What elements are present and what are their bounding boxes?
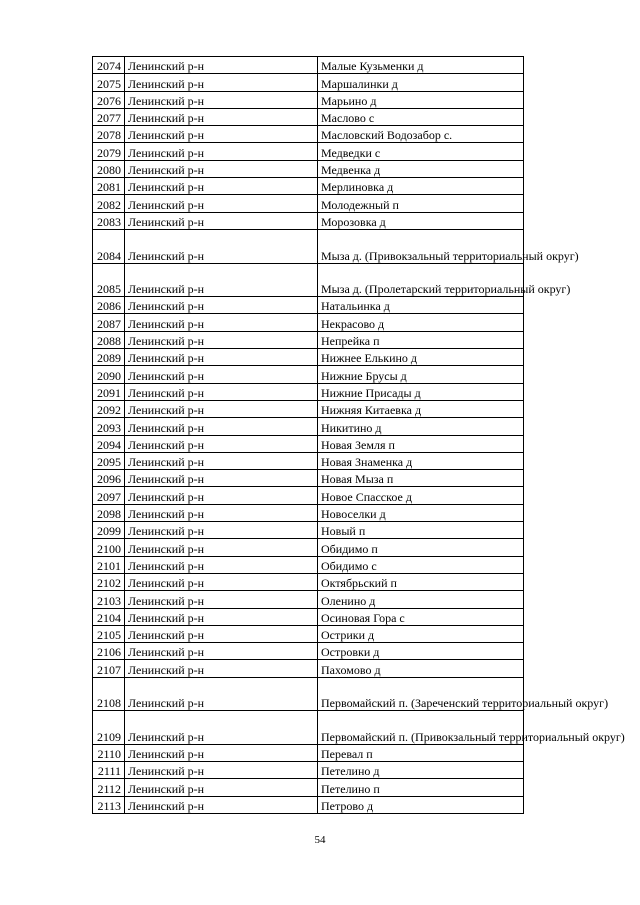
row-number: 2107 [93, 660, 125, 677]
table-row [93, 779, 524, 796]
table-row [93, 487, 524, 504]
settlement-name-cell: Петелино п [318, 779, 524, 796]
row-number: 2081 [93, 178, 125, 195]
settlement-name-cell: Натальинка д [318, 297, 524, 314]
row-number: 2079 [93, 143, 125, 160]
settlement-name-cell: Малые Кузьменки д [318, 57, 524, 74]
settlement-name-cell: Новоселки д [318, 504, 524, 521]
row-number: 2112 [93, 779, 125, 796]
table-row [93, 744, 524, 761]
settlement-name-cell: Новый п [318, 522, 524, 539]
table-row [93, 349, 524, 366]
row-number: 2077 [93, 108, 125, 125]
settlement-name-cell: Петрово д [318, 796, 524, 813]
table-row [93, 143, 524, 160]
table-row [93, 418, 524, 435]
settlement-name-cell: Молодежный п [318, 195, 524, 212]
settlement-name-cell: Новая Знаменка д [318, 452, 524, 469]
settlement-name-cell: Морозовка д [318, 212, 524, 229]
row-number: 2111 [93, 762, 125, 779]
district-cell: Ленинский р-н [125, 349, 318, 366]
row-number: 2082 [93, 195, 125, 212]
table-row [93, 126, 524, 143]
settlement-name-cell: Медвенка д [318, 160, 524, 177]
row-number: 2101 [93, 556, 125, 573]
row-number: 2076 [93, 91, 125, 108]
row-number: 2105 [93, 625, 125, 642]
settlement-name-cell: Масловский Водозабор с. [318, 126, 524, 143]
row-number: 2094 [93, 435, 125, 452]
settlement-name-cell: Новая Земля п [318, 435, 524, 452]
settlement-name-cell: Первомайский п. (Зареченский территориальный округ) [318, 677, 524, 711]
district-cell: Ленинский р-н [125, 591, 318, 608]
row-number: 2088 [93, 331, 125, 348]
district-cell: Ленинский р-н [125, 108, 318, 125]
district-cell: Ленинский р-н [125, 143, 318, 160]
table-row [93, 160, 524, 177]
settlement-name-cell: Медведки с [318, 143, 524, 160]
district-cell: Ленинский р-н [125, 744, 318, 761]
district-cell: Ленинский р-н [125, 487, 318, 504]
row-number: 2084 [93, 229, 125, 263]
district-cell: Ленинский р-н [125, 779, 318, 796]
table-row [93, 625, 524, 642]
row-number: 2097 [93, 487, 125, 504]
table-row [93, 366, 524, 383]
settlement-name-cell: Маслово с [318, 108, 524, 125]
row-number: 2078 [93, 126, 125, 143]
settlement-name-cell: Оленино д [318, 591, 524, 608]
row-number: 2098 [93, 504, 125, 521]
table-row [93, 660, 524, 677]
settlement-name-cell: Некрасово д [318, 314, 524, 331]
settlement-name-cell: Обидимо п [318, 539, 524, 556]
settlement-name-cell: Мыза д. (Пролетарский территориальный округ) [318, 263, 524, 297]
row-number: 2086 [93, 297, 125, 314]
row-number: 2087 [93, 314, 125, 331]
district-cell: Ленинский р-н [125, 711, 318, 745]
district-cell: Ленинский р-н [125, 297, 318, 314]
table-row [93, 91, 524, 108]
table-row [93, 522, 524, 539]
row-number: 2093 [93, 418, 125, 435]
table-row [93, 331, 524, 348]
district-cell: Ленинский р-н [125, 229, 318, 263]
district-cell: Ленинский р-н [125, 160, 318, 177]
district-cell: Ленинский р-н [125, 625, 318, 642]
row-number: 2091 [93, 383, 125, 400]
row-number: 2096 [93, 470, 125, 487]
district-cell: Ленинский р-н [125, 195, 318, 212]
district-cell: Ленинский р-н [125, 539, 318, 556]
table-row [93, 178, 524, 195]
row-number: 2075 [93, 74, 125, 91]
table-row [93, 229, 524, 263]
table-row [93, 711, 524, 745]
row-number: 2109 [93, 711, 125, 745]
row-number: 2085 [93, 263, 125, 297]
settlement-name-cell: Нижняя Китаевка д [318, 400, 524, 417]
row-number: 2080 [93, 160, 125, 177]
district-cell: Ленинский р-н [125, 91, 318, 108]
settlement-name-cell: Непрейка п [318, 331, 524, 348]
row-number: 2102 [93, 573, 125, 590]
settlement-name-cell: Острики д [318, 625, 524, 642]
table-row [93, 677, 524, 711]
table-row [93, 452, 524, 469]
row-number: 2108 [93, 677, 125, 711]
settlement-name-cell: Обидимо с [318, 556, 524, 573]
settlement-name-cell: Осиновая Гора с [318, 608, 524, 625]
table-row [93, 643, 524, 660]
table-row [93, 470, 524, 487]
settlement-name-cell: Первомайский п. (Привокзальный территориальный округ) [318, 711, 524, 745]
table-row [93, 297, 524, 314]
settlement-name-cell: Мыза д. (Привокзальный территориальный округ) [318, 229, 524, 263]
settlement-name-cell: Петелино д [318, 762, 524, 779]
table-row [93, 400, 524, 417]
settlement-name-cell: Перевал п [318, 744, 524, 761]
settlement-name-cell: Нижние Брусы д [318, 366, 524, 383]
row-number: 2090 [93, 366, 125, 383]
settlement-name-cell: Новая Мыза п [318, 470, 524, 487]
district-cell: Ленинский р-н [125, 643, 318, 660]
table-row [93, 556, 524, 573]
district-cell: Ленинский р-н [125, 573, 318, 590]
district-cell: Ленинский р-н [125, 263, 318, 297]
settlements-table-body [93, 57, 625, 814]
row-number: 2106 [93, 643, 125, 660]
row-number: 2104 [93, 608, 125, 625]
table-row [93, 383, 524, 400]
settlement-name-cell: Нижнее Елькино д [318, 349, 524, 366]
district-cell: Ленинский р-н [125, 126, 318, 143]
district-cell: Ленинский р-н [125, 383, 318, 400]
district-cell: Ленинский р-н [125, 366, 318, 383]
settlement-name-cell: Мерлиновка д [318, 178, 524, 195]
page-number: 54 [314, 834, 326, 846]
district-cell: Ленинский р-н [125, 178, 318, 195]
table-row [93, 539, 524, 556]
settlements-table [92, 56, 625, 814]
row-number: 2103 [93, 591, 125, 608]
row-number: 2083 [93, 212, 125, 229]
settlement-name-cell: Октябрьский п [318, 573, 524, 590]
table-row [93, 195, 524, 212]
district-cell: Ленинский р-н [125, 660, 318, 677]
district-cell: Ленинский р-н [125, 556, 318, 573]
district-cell: Ленинский р-н [125, 677, 318, 711]
settlement-name-cell: Маршалинки д [318, 74, 524, 91]
settlement-name-cell: Пахомово д [318, 660, 524, 677]
district-cell: Ленинский р-н [125, 418, 318, 435]
table-row [93, 74, 524, 91]
district-cell: Ленинский р-н [125, 452, 318, 469]
district-cell: Ленинский р-н [125, 608, 318, 625]
table-row [93, 212, 524, 229]
settlement-name-cell: Никитино д [318, 418, 524, 435]
table-row [93, 504, 524, 521]
row-number: 2092 [93, 400, 125, 417]
district-cell: Ленинский р-н [125, 74, 318, 91]
district-cell: Ленинский р-н [125, 400, 318, 417]
table-row [93, 762, 524, 779]
row-number: 2100 [93, 539, 125, 556]
row-number: 2089 [93, 349, 125, 366]
table-row [93, 108, 524, 125]
table-row [93, 263, 524, 297]
district-cell: Ленинский р-н [125, 762, 318, 779]
district-cell: Ленинский р-н [125, 522, 318, 539]
district-cell: Ленинский р-н [125, 57, 318, 74]
table-row [93, 608, 524, 625]
table-row [93, 591, 524, 608]
table-row [93, 573, 524, 590]
table-row [93, 435, 524, 452]
settlement-name-cell: Новое Спасское д [318, 487, 524, 504]
settlement-name-cell: Марьино д [318, 91, 524, 108]
row-number: 2095 [93, 452, 125, 469]
row-number: 2113 [93, 796, 125, 813]
district-cell: Ленинский р-н [125, 435, 318, 452]
district-cell: Ленинский р-н [125, 470, 318, 487]
settlement-name-cell: Островки д [318, 643, 524, 660]
settlement-name-cell: Нижние Присады д [318, 383, 524, 400]
district-cell: Ленинский р-н [125, 796, 318, 813]
district-cell: Ленинский р-н [125, 314, 318, 331]
table-row [93, 57, 524, 74]
district-cell: Ленинский р-н [125, 331, 318, 348]
district-cell: Ленинский р-н [125, 504, 318, 521]
table-row [93, 796, 524, 813]
table-row [93, 314, 524, 331]
row-number: 2110 [93, 744, 125, 761]
row-number: 2074 [93, 57, 125, 74]
district-cell: Ленинский р-н [125, 212, 318, 229]
row-number: 2099 [93, 522, 125, 539]
